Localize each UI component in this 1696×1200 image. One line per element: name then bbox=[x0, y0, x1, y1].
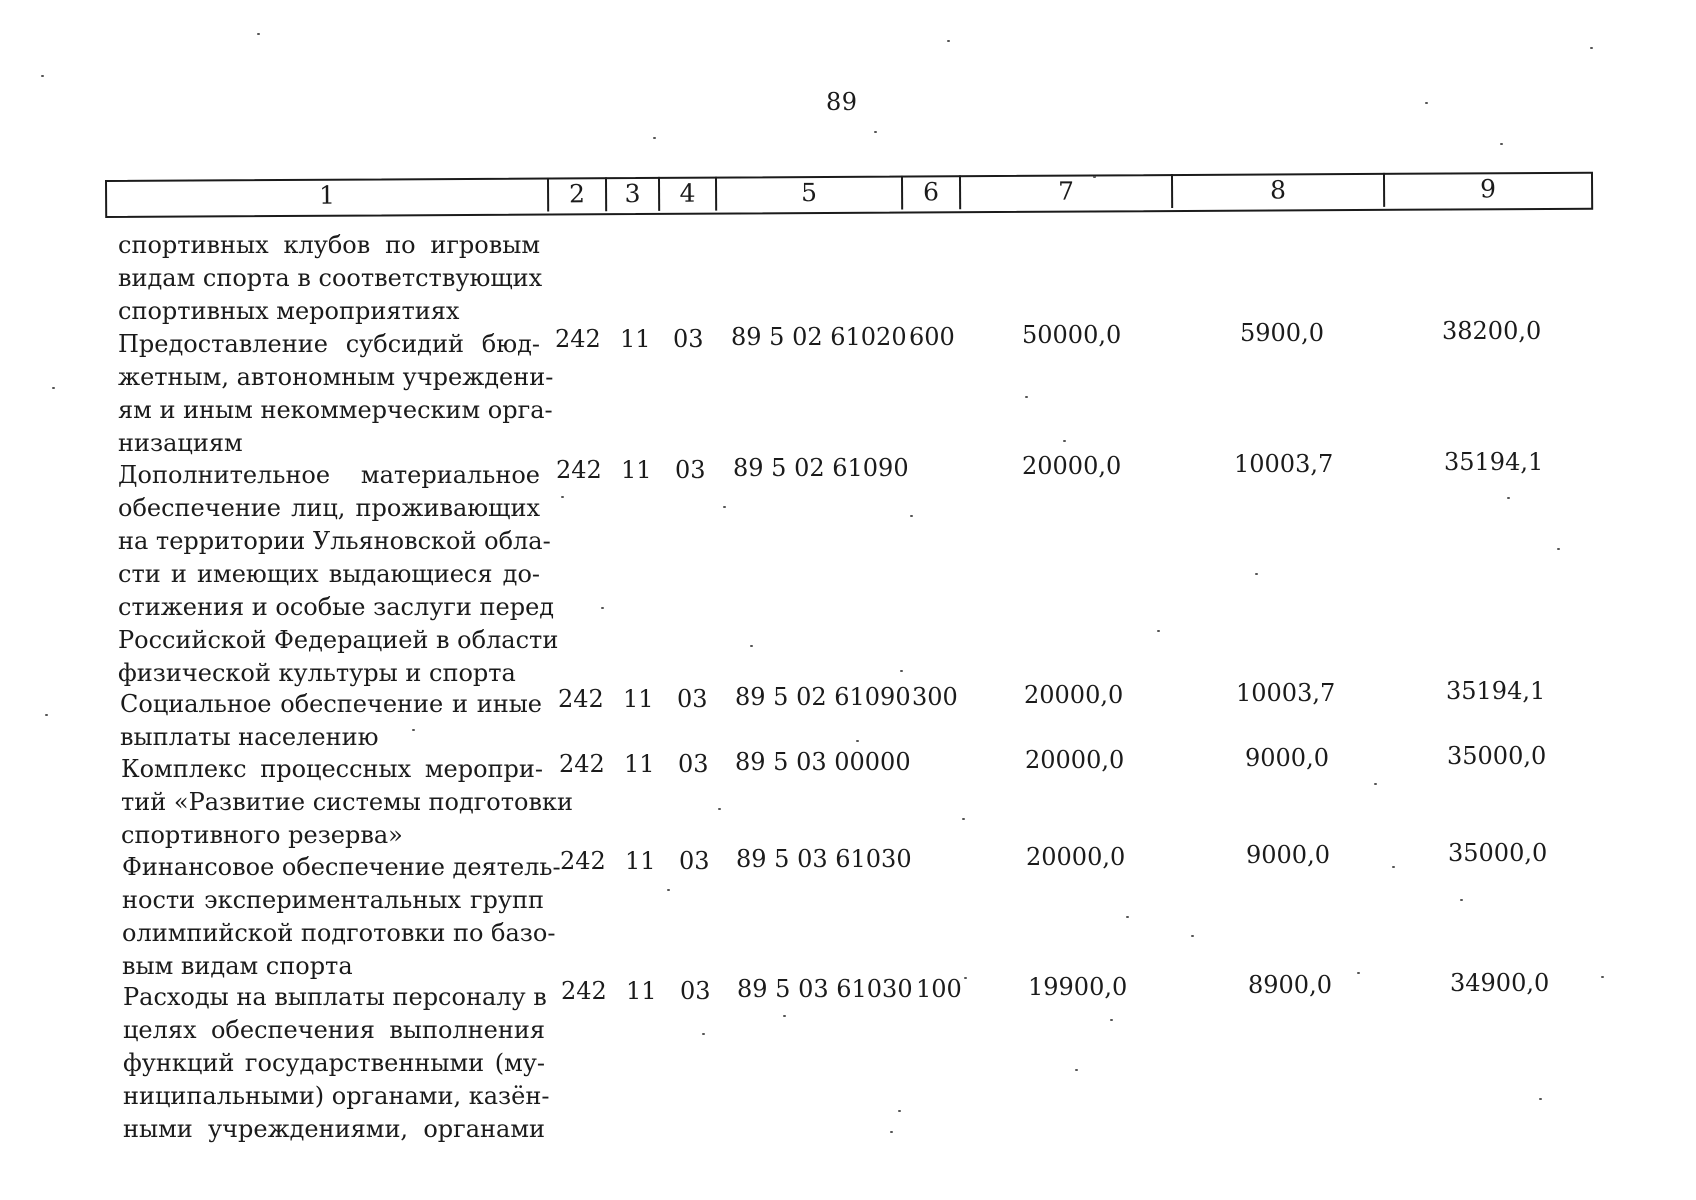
scan-speck bbox=[1507, 497, 1510, 499]
row-4-col-7: 20000,0 bbox=[1025, 746, 1125, 774]
scan-speck bbox=[1025, 396, 1028, 398]
scan-speck bbox=[1191, 935, 1194, 937]
row-4-line-2: спортивного резерва» bbox=[121, 821, 403, 849]
scan-speck bbox=[1500, 143, 1503, 145]
scan-speck bbox=[41, 75, 44, 77]
header-col-6: 6 bbox=[901, 175, 959, 209]
header-col-2: 2 bbox=[547, 177, 605, 211]
row-6-col-9: 34900,0 bbox=[1450, 969, 1550, 997]
row-2-line-3: сти и имеющих выдающиеся до- bbox=[118, 560, 540, 588]
scan-speck bbox=[257, 33, 260, 35]
row-6-col-3: 11 bbox=[626, 977, 657, 1005]
row-2-col-2: 242 bbox=[556, 456, 602, 484]
row-4-col-9: 35000,0 bbox=[1447, 742, 1547, 770]
row-2-line-5: Российской Федерацией в области bbox=[118, 626, 559, 654]
row-1-col-4: 03 bbox=[673, 325, 704, 353]
scan-speck bbox=[962, 818, 965, 820]
row-5-col-4: 03 bbox=[679, 847, 710, 875]
scan-speck bbox=[890, 1131, 893, 1133]
scan-speck bbox=[1460, 899, 1463, 901]
row-4-col-2: 242 bbox=[559, 750, 605, 778]
row-2-line-4: стижения и особые заслуги перед bbox=[118, 593, 555, 621]
scan-speck bbox=[1601, 976, 1604, 978]
scan-speck bbox=[1075, 1069, 1078, 1071]
row-4-line-0: Комплекс процессных меропри- bbox=[121, 755, 543, 783]
row-5-description bbox=[122, 851, 561, 983]
scan-speck bbox=[601, 607, 604, 609]
scan-speck bbox=[45, 714, 48, 716]
row-6-col-8: 8900,0 bbox=[1248, 971, 1332, 999]
row-1-line-2: ям и иным некоммерческим орга- bbox=[118, 396, 553, 424]
scan-speck bbox=[856, 740, 859, 742]
row-3-line-1: выплаты населению bbox=[120, 723, 379, 751]
row-3-col-9: 35194,1 bbox=[1446, 677, 1546, 705]
row-5-line-0: Финансовое обеспечение деятель- bbox=[122, 853, 561, 881]
row-1-col-8: 5900,0 bbox=[1240, 319, 1324, 347]
scan-speck bbox=[947, 40, 950, 42]
row-5-col-5: 89 5 03 61030 bbox=[736, 845, 912, 873]
row-6-line-3: ниципальными) органами, казён- bbox=[123, 1082, 550, 1110]
row-0-line-0: спортивных клубов по игровым bbox=[118, 231, 540, 259]
scan-speck bbox=[1093, 176, 1096, 178]
row-5-line-2: олимпийской подготовки по базо- bbox=[122, 919, 556, 947]
row-2-col-9: 35194,1 bbox=[1444, 448, 1544, 476]
row-1-col-3: 11 bbox=[620, 325, 651, 353]
row-6-col-7: 19900,0 bbox=[1028, 973, 1128, 1001]
scan-speck bbox=[718, 808, 721, 810]
scan-speck bbox=[898, 1110, 901, 1112]
header-col-8: 8 bbox=[1171, 173, 1383, 208]
row-1-line-0: Предоставление субсидий бюд- bbox=[118, 330, 540, 358]
scan-speck bbox=[900, 670, 903, 672]
row-5-col-9: 35000,0 bbox=[1448, 839, 1548, 867]
row-0-line-1: видам спорта в соответствующих bbox=[118, 264, 543, 292]
scan-speck bbox=[667, 889, 670, 891]
row-1-col-7: 50000,0 bbox=[1022, 321, 1122, 349]
scan-speck bbox=[1110, 1019, 1113, 1021]
row-4-col-4: 03 bbox=[678, 750, 709, 778]
row-4-col-8: 9000,0 bbox=[1245, 744, 1329, 772]
page-number: 89 bbox=[826, 88, 858, 116]
row-1-col-6: 600 bbox=[909, 323, 955, 351]
scan-speck bbox=[1539, 1098, 1542, 1100]
header-col-1: 1 bbox=[319, 180, 336, 210]
row-6-line-4: ными учреждениями, органами bbox=[123, 1115, 545, 1143]
row-3-col-5: 89 5 02 61090 bbox=[735, 683, 911, 711]
row-2-col-5: 89 5 02 61090 bbox=[733, 454, 909, 482]
scan-speck bbox=[874, 131, 877, 133]
header-col-4: 4 bbox=[658, 177, 715, 211]
row-6-col-4: 03 bbox=[680, 977, 711, 1005]
scan-speck bbox=[1374, 783, 1377, 785]
row-3-col-7: 20000,0 bbox=[1024, 681, 1124, 709]
row-5-col-2: 242 bbox=[560, 847, 606, 875]
row-6-col-2: 242 bbox=[561, 977, 607, 1005]
row-3-col-4: 03 bbox=[677, 685, 708, 713]
row-1-line-3: низациям bbox=[118, 429, 243, 457]
scan-speck bbox=[1392, 866, 1395, 868]
row-3-col-3: 11 bbox=[623, 685, 654, 713]
header-col-9: 9 bbox=[1383, 172, 1591, 207]
scan-speck bbox=[1425, 102, 1428, 104]
header-col-7: 7 bbox=[959, 174, 1171, 209]
scan-speck bbox=[1255, 573, 1258, 575]
row-3-col-6: 300 bbox=[912, 683, 958, 711]
scan-speck bbox=[412, 729, 415, 731]
row-1-description bbox=[118, 328, 554, 460]
scan-speck bbox=[1157, 630, 1160, 632]
scan-speck bbox=[1063, 440, 1066, 442]
row-6-line-2: функций государственными (му- bbox=[123, 1049, 545, 1077]
row-2-col-8: 10003,7 bbox=[1234, 450, 1334, 478]
row-4-line-1: тий «Развитие системы подготовки bbox=[121, 788, 573, 816]
row-6-line-0: Расходы на выплаты персоналу в bbox=[123, 983, 547, 1011]
row-2-col-3: 11 bbox=[621, 456, 652, 484]
scan-speck bbox=[653, 137, 656, 139]
row-2-line-2: на территории Ульяновской обла- bbox=[118, 527, 551, 555]
row-5-line-1: ности экспериментальных групп bbox=[122, 886, 544, 914]
table-header bbox=[105, 172, 1591, 228]
scan-speck bbox=[561, 496, 564, 498]
row-3-col-2: 242 bbox=[558, 685, 604, 713]
row-3-line-0: Социальное обеспечение и иные bbox=[120, 690, 542, 718]
scan-speck bbox=[964, 977, 967, 979]
row-2-col-7: 20000,0 bbox=[1022, 452, 1122, 480]
row-1-line-1: жетным, автономным учреждени- bbox=[118, 363, 554, 391]
scan-speck bbox=[702, 1033, 705, 1035]
header-col-3: 3 bbox=[605, 177, 658, 211]
row-6-col-5: 89 5 03 61030 bbox=[737, 975, 913, 1003]
scan-speck bbox=[1357, 972, 1360, 974]
row-2-col-4: 03 bbox=[675, 456, 706, 484]
row-0-line-2: спортивных мероприятиях bbox=[118, 297, 460, 325]
row-6-line-1: целях обеспечения выполнения bbox=[123, 1016, 545, 1044]
row-5-col-3: 11 bbox=[625, 847, 656, 875]
row-3-description bbox=[120, 688, 542, 754]
scan-speck bbox=[723, 506, 726, 508]
row-5-col-8: 9000,0 bbox=[1246, 841, 1330, 869]
scan-speck bbox=[1557, 548, 1560, 550]
row-3-col-8: 10003,7 bbox=[1236, 679, 1336, 707]
row-4-col-5: 89 5 03 00000 bbox=[735, 748, 911, 776]
row-4-description bbox=[121, 753, 573, 852]
row-1-col-9: 38200,0 bbox=[1442, 317, 1542, 345]
row-2-line-0: Дополнительное материальное bbox=[118, 461, 540, 489]
row-2-line-6: физической культуры и спорта bbox=[118, 659, 516, 687]
row-1-col-2: 242 bbox=[555, 325, 601, 353]
scan-speck bbox=[52, 387, 55, 389]
scan-speck bbox=[750, 645, 753, 647]
scan-speck bbox=[1590, 47, 1593, 49]
header-col-5: 5 bbox=[715, 176, 901, 211]
scan-speck bbox=[1126, 916, 1129, 918]
row-6-description bbox=[123, 981, 550, 1146]
row-5-line-3: вым видам спорта bbox=[122, 952, 353, 980]
row-6-col-6: 100 bbox=[916, 975, 962, 1003]
scan-speck bbox=[783, 1015, 786, 1017]
row-2-description bbox=[118, 459, 559, 690]
scan-speck bbox=[910, 515, 913, 517]
row-5-col-7: 20000,0 bbox=[1026, 843, 1126, 871]
row-4-col-3: 11 bbox=[624, 750, 655, 778]
row-1-col-5: 89 5 02 61020 bbox=[731, 323, 907, 351]
row-0-description bbox=[118, 229, 543, 328]
row-2-line-1: обеспечение лиц, проживающих bbox=[118, 494, 540, 522]
